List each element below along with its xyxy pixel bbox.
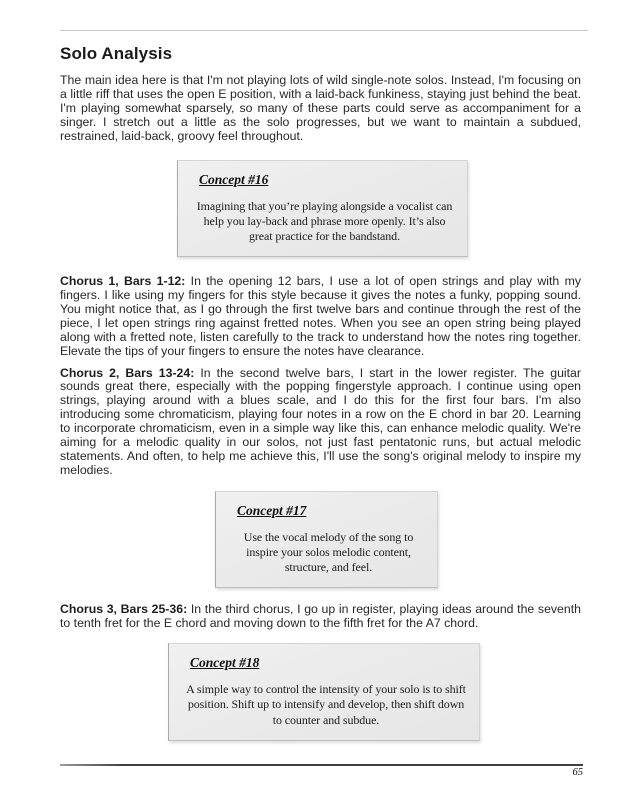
chorus-1-text: In the opening 12 bars, I use a lot of open strings and play with my fingers. I like using my fingers for this style because it gives the notes a funky, popping sound. You might notice that, as I go through the first twelve bars and continue through the rest of the piece, I let open strings ring against fretted notes. When you see an open string being played along with a fretted note, listen carefully to the track to understand how the notes ring together. Elevate the tips of your fingers to ensure the notes have clearance. xyxy=(60,274,581,358)
footer-divider xyxy=(60,764,583,766)
page-title: Solo Analysis xyxy=(60,44,173,63)
intro-text: The main idea here is that I'm not playing lots of wild single-note solos. Instead, I'm focusing on a little riff that uses the open E position, with a laid-back funkiness, staying just behind the beat. I'm playing somewhat sparsely, so many of these parts could serve as accompaniment for a singer. I stretch out a little as the solo progresses, but we want to maintain a subdued, restrained, laid-back, groovy feel throughout. xyxy=(60,73,581,143)
chorus-3-lead: Chorus 3, Bars 25-36: xyxy=(60,602,188,617)
chorus-1-paragraph xyxy=(60,275,581,358)
chorus-2-paragraph xyxy=(60,367,581,478)
page-content xyxy=(60,38,581,741)
concept-16-text: Imagining that you’re playing alongside a vocalist can help you lay-back and phrase more openly. It’s also great practice for the bandstand. xyxy=(196,198,453,243)
concept-16-title: Concept #16 xyxy=(199,171,269,187)
intro-paragraph xyxy=(60,74,581,144)
chorus-3-text: In the third chorus, I go up in register, playing ideas around the seventh to tenth fret for the E chord and moving down to the fifth fret for the A7 chord. xyxy=(60,602,581,631)
concept-box-16 xyxy=(177,160,468,258)
concept-box-18 xyxy=(168,643,480,741)
concept-17-text: Use the vocal melody of the song to inspire your solos melodic content, structure, and feel. xyxy=(243,529,414,575)
chorus-2-lead: Chorus 2, Bars 13-24: xyxy=(60,365,195,380)
chorus-3-paragraph xyxy=(60,603,581,631)
chorus-1-lead: Chorus 1, Bars 1-12: xyxy=(60,274,186,289)
concept-18-text: A simple way to control the intensity of your solo is to shift position. Shift up to intensify and develop, then shift down to counter and subdue. xyxy=(186,682,466,727)
concept-17-title: Concept #17 xyxy=(237,502,307,518)
top-divider xyxy=(60,30,588,31)
concept-box-17 xyxy=(215,491,438,589)
page-number: 65 xyxy=(572,767,583,778)
chorus-2-text: In the second twelve bars, I start in the lower register. The guitar sounds great there, especially with the popping fingerstyle approach. I continue using open strings, playing around with a blues scale, and I do this for the first four bars. I'm also introducing some chromaticism, playing four notes in a row on the E chord in bar 20. Learning to incorporate chromaticism, even in a simple way like this, can enhance melodic quality. We're aiming for a melodic quality in our solos, not just fast pentatonic runs, but actual melodic statements. And often, to help me achieve this, I'll use the song's original melody to inspire my melodies. xyxy=(60,365,581,477)
concept-18-title: Concept #18 xyxy=(190,655,260,671)
